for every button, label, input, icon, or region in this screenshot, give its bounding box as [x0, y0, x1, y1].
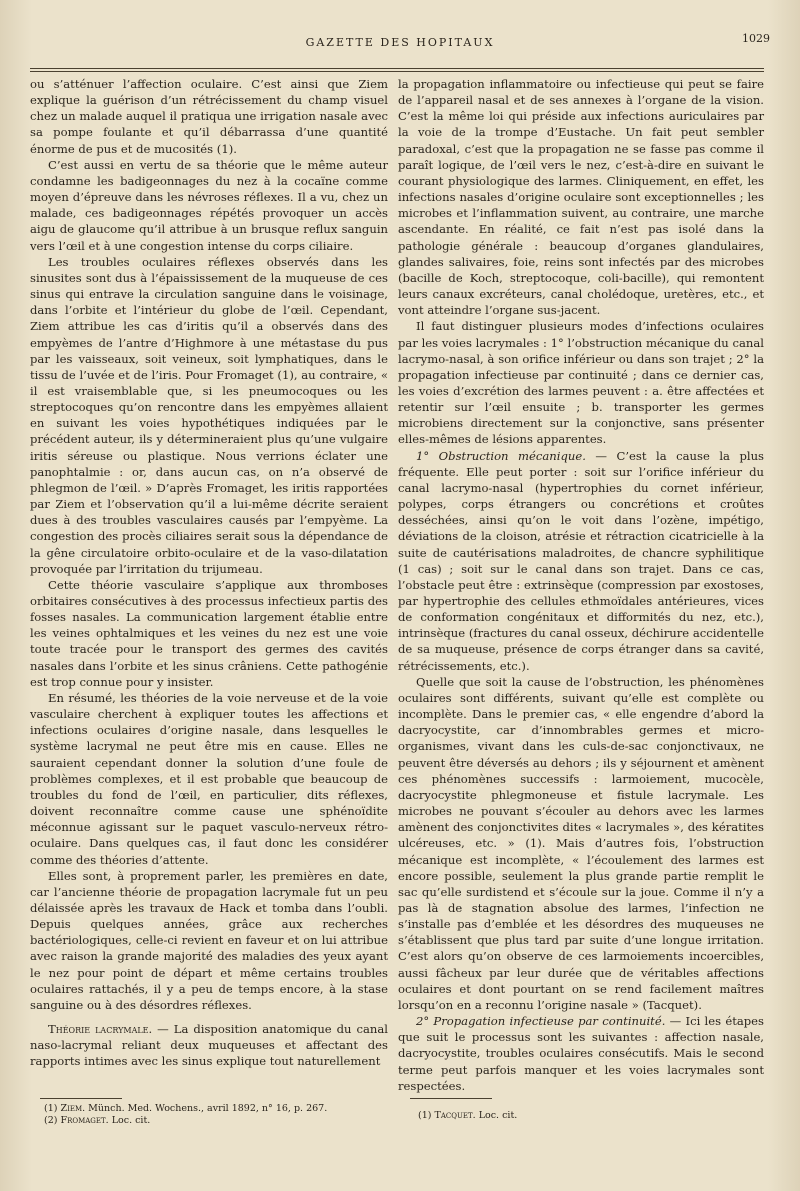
paragraph: Quelle que soit la cause de l’obstruction, les phénomènes oculaires sont différents, suivant qu’elle est complète ou incomplète. Dans le premier cas, « elle engendre d’abord la dacryocystite, car d’innombrables germes et micro-organismes, vivant dans les culs-de-sac conjonctivaux, ne peuvent être déversés au dehors ; ils y séjournent et amènent ces phénomènes successifs : larmoiement, mucocèle, dacryocystite phlegmoneuse et fistule lacrymale. Les microbes ne pouvant s’écouler au dehors avec les larmes amènent des conjonctivites dites « lacrymales », des kératites ulcéreuses, etc. » (1). Mais d’autres fois, l’obstruction mécanique est incomplète, « l’écoulement des larmes est encore possible, seulement la plus grande partie remplit le sac qu’elle surdistend et s’écoule sur la joue. Comme il n’y a pas là de stagnation absolue des larmes, l’infection ne s’installe pas d’emblée et les désordres des muqueuses ne s’établissent que plus tard par suite d’une longue irritation. C’est alors qu’on observe de ces larmoiements incoercibles, aussi fâcheux par leur durée que de véritables affections oculaires et dont pourtant on se rend facilement maîtres lorsqu’on en a reconnu l’origine nasale » (Tacquet). — [398, 674, 764, 1012]
page-number: 1029 — [742, 32, 770, 45]
running-title: GAZETTE DES HOPITAUX — [305, 36, 495, 49]
section-text: — La disposition anatomique du canal naso-lacrymal reliant deux muqueuses et affectant des rapports intimes avec les sinus explique tout naturellement — [30, 1022, 388, 1069]
paragraph: la propagation inflammatoire ou infectieuse qui peut se faire de l’appareil nasal et de ses annexes à l’organe de la vision. C’est la même loi qui préside aux infections auriculaires par la voie de la trompe d’Eustache. Un fait peut sembler paradoxal, c’est que la propagation ne se fasse pas comme il paraît logique, de l’œil vers le nez, c’est-à-dire en suivant le courant physiologique des larmes. Cliniquement, en effet, les infections nasales d’origine oculaire sont exceptionnelles ; les microbes et l’inflammation suivent, au contraire, une marche ascendante. En réalité, ce fait n’est pas isolé dans la pathologie générale : beaucoup d’organes glandulaires, glandes salivaires, foie, reins sont infectés par des microbes (bacille de Koch, streptocoque, coli-bacille), qui remontent leurs canaux excréteurs, canal cholédoque, uretères, etc., et vont atteindre l’organe sus-jacent. — [398, 77, 764, 318]
header-rule-double — [30, 71, 764, 72]
obstruction-label: 1° Obstruction mécanique. — [416, 448, 586, 463]
paragraph: En résumé, les théories de la voie nerveuse et de la voie vasculaire cherchent à expliquer toutes les affections et infections oculaires d’origine nasale, dans lesquelles le système lacrymal ne peut être mis en cause. Elles ne sauraient cependant donner la solution d’une foule de problèmes complexes, et il est probable que beaucoup de troubles du fond de l’œil, en particulier, dits réflexes, doivent reconnaître comme cause une sphénoïdite méconnue agissant sur le paquet vasculo-nerveux rétro-oculaire. Dans quelques cas, il faut donc les considérer comme des théories d’attente. — [30, 690, 388, 867]
obstruction-text: — C’est la cause la plus fréquente. Elle peut porter : soit sur l’orifice inférieur du canal lacrymo-nasal (hypertrophies du cornet inférieur, polypes, corps étrangers ou concrétions et croûtes desséchées, ainsi qu’on le voit dans l’ozène, impétigo, déviations de la cloison, atrésie et rétraction cicatricielle à la suite de cautérisations maladroites, de chancre syphilitique (1 cas) ; soit sur le canal dans son trajet. Dans ce cas, l’obstacle peut être : extrinsèque (compression par exostoses, par hypertrophie des cellules ethmoïdales antérieures, vices de conformation congénitaux et difformités du nez, etc.), intrinsèque (fractures du canal osseux, déchirure accidentelle de sa muqueuse, présence de corps étranger dans sa cavité, rétrécissements, etc.). — [398, 448, 765, 673]
footnote: (1) Tacquet. Loc. cit. — [418, 1110, 518, 1121]
paragraph: C’est aussi en vertu de sa théorie que le même auteur condamne les badigeonnages du nez à la cocaïne comme moyen d’épreuve dans les névroses réflexes. Il a vu, chez un malade, ces badigeonnages répétés provoquer un accès aigu de glaucome qu’il attribue à un brusque reflux sanguin vers l’œil et à une congestion intense du corps ciliaire. — [30, 157, 388, 253]
left-footnote-rule — [40, 1098, 122, 1099]
paragraph: Les troubles oculaires réflexes observés dans les sinusites sont dus à l’épaississement de la muqueuse de ces sinus qui entrave la circulation sanguine dans le voisinage, dans l’orbite et l’intérieur du globe de l’œil. Cependant, Ziem attribue les cas d’iritis qu’il a observés dans des empyèmes de l’antre d’Highmore à une métastase du pus par les vaisseaux, soit veineux, soit lymphatiques, dans le tissu de l’uvée et de l’iris. Pour Fromaget (1), au contraire, « il est vraisemblable que, si les pneumocoques ou les streptocoques qu’on rencontre dans les empyèmes allaient en suivant les voies hypothétiques indiquées par le précédent auteur, ils y détermineraient plus qu’une vulgaire iritis séreuse ou plastique. Nous verrions éclater une panophtalmie : or, dans aucun cas, on n’a observé de phlegmon de l’œil. » D’après Fromaget, les iritis rapportées par Ziem et l’observation qu’il a lui-même décrite seraient dues à des troubles vasculaires causés par l’empyème. La congestion des procès ciliaires serait sous la dépendance de la gêne circulatoire orbito-oculaire et de la vaso-dilatation provoquée par l’irritation du trijumeau. — [30, 254, 388, 576]
paragraph: Il faut distinguer plusieurs modes d’infections oculaires par les voies lacrymales : 1° l’obstruction mécanique du canal lacrymo-nasal, à son orifice inférieur ou dans son trajet ; 2° la propagation infectieuse par continuité ; dans ce dernier cas, les voies d’excrétion des larmes peuvent : a. être affectées et retentir sur l’œil ensuite ; b. transporter les germes microbiens directement sur la conjonctive, sans présenter elles-mêmes de lésions apparentes. — [398, 319, 764, 447]
left-column — [30, 76, 388, 1070]
footnote: (2) Fromaget. Loc. cit. — [44, 1114, 151, 1126]
obstruction-paragraph — [398, 448, 764, 674]
header-rule — [30, 68, 764, 69]
right-footnote-rule — [410, 1098, 492, 1099]
footnote: (1) Ziem. Münch. Med. Wochens., avril 1892, n° 16, p. 267. — [44, 1103, 328, 1114]
right-column — [398, 76, 764, 1094]
page-header — [30, 30, 770, 60]
section-paragraph — [30, 1021, 388, 1069]
propagation-text: — Ici les étapes que suit le processus sont les suivantes : affection nasale, dacryocystite, troubles oculaires consécutifs. Mais le second terme peut parfois manquer et les voies lacrymales sont respectées. — [398, 1014, 764, 1093]
section-heading: Théorie lacrymale. — [48, 1022, 153, 1037]
paragraph: Elles sont, à proprement parler, les premières en date, car l’ancienne théorie de propagation lacrymale fut un peu délaissée après les travaux de Hack et tomba dans l’oubli. Depuis quelques années, grâce aux recherches bactériologiques, celle-ci revient en faveur et on lui attribue avec raison la grande majorité des maladies des yeux ayant le nez pour point de départ et même certains troubles oculaires rattachés, il y a peu de temps encore, à la stase sanguine ou à des désordres réflexes. — [30, 868, 388, 1012]
right-footnotes — [418, 1110, 758, 1122]
propagation-paragraph — [398, 1013, 764, 1094]
paragraph: ou s’atténuer l’affection oculaire. C’est ainsi que Ziem explique la guérison d’un rétrécissement du champ visuel chez un malade auquel il pratiqua une irrigation nasale avec sa pompe foulante et qu’il débarrassa d’une quantité énorme de pus et de mucosités (1). — [30, 77, 388, 156]
left-footnotes — [44, 1103, 384, 1126]
paragraph: Cette théorie vasculaire s’applique aux thromboses orbitaires consécutives à des processus infectieux partis des fosses nasales. La communication largement établie entre les veines ophtalmiques et les veines du nez est une voie toute tracée pour le transport des germes des cavités nasales dans l’orbite et les sinus crâniens. Cette pathogénie est trop connue pour y insister. — [30, 577, 388, 689]
propagation-label: 2° Propagation infectieuse par continuité. — [416, 1014, 666, 1029]
